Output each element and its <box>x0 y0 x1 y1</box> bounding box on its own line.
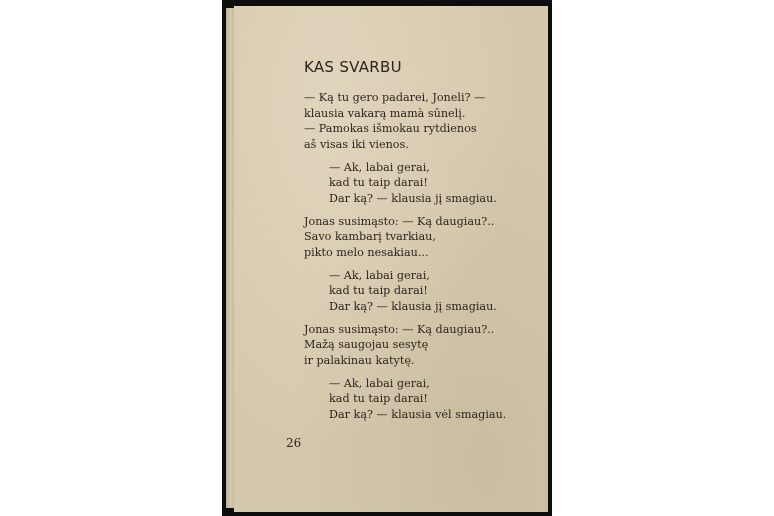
verse-line: ir palakinau katytę. <box>304 353 415 367</box>
verse-line: Jonas susimąsto: — Ką daugiau?.. <box>304 214 495 228</box>
verse-line: — Pamokas išmokau rytdienos <box>304 122 477 135</box>
verse-line: kad tu taip darai! <box>329 284 428 297</box>
stanza-2-refrain <box>304 160 544 207</box>
book-page <box>234 6 548 512</box>
poem-body <box>304 90 544 430</box>
verse-line: pikto melo nesakiau... <box>304 245 429 259</box>
verse-line: Savo kambarį tvarkiau, <box>304 230 436 243</box>
verse-line: kad tu taip darai! <box>329 176 428 189</box>
stanza-5 <box>304 322 544 369</box>
stanza-4-refrain <box>304 268 544 315</box>
verse-line: Dar ką? — klausia jį smagiau. <box>329 299 497 313</box>
verse-line: aš visas iki vienos. <box>304 137 409 151</box>
page-number: 26 <box>286 436 302 450</box>
verse-line: Dar ką? — klausia vėl smagiau. <box>329 407 507 421</box>
verse-line: Jonas susimąsto: — Ką daugiau?.. <box>304 322 495 336</box>
verse-line: Mažą saugojau sesytę <box>304 338 429 351</box>
stanza-1 <box>304 90 544 152</box>
verse-line: — Ak, labai gerai, <box>329 268 430 282</box>
verse-line: Dar ką? — klausia jį smagiau. <box>329 191 497 205</box>
stanza-6-refrain <box>304 376 544 423</box>
verse-line: klausia vakarą mamà sūnelį. <box>304 106 466 120</box>
verse-line: — Ak, labai gerai, <box>329 376 430 390</box>
verse-line: kad tu taip darai! <box>329 392 428 405</box>
verse-line: — Ak, labai gerai, <box>329 160 430 174</box>
stanza-3 <box>304 214 544 261</box>
verse-line: — Ką tu gero padarei, Joneli? — <box>304 91 486 104</box>
poem-title: KAS SVARBU <box>304 58 402 76</box>
